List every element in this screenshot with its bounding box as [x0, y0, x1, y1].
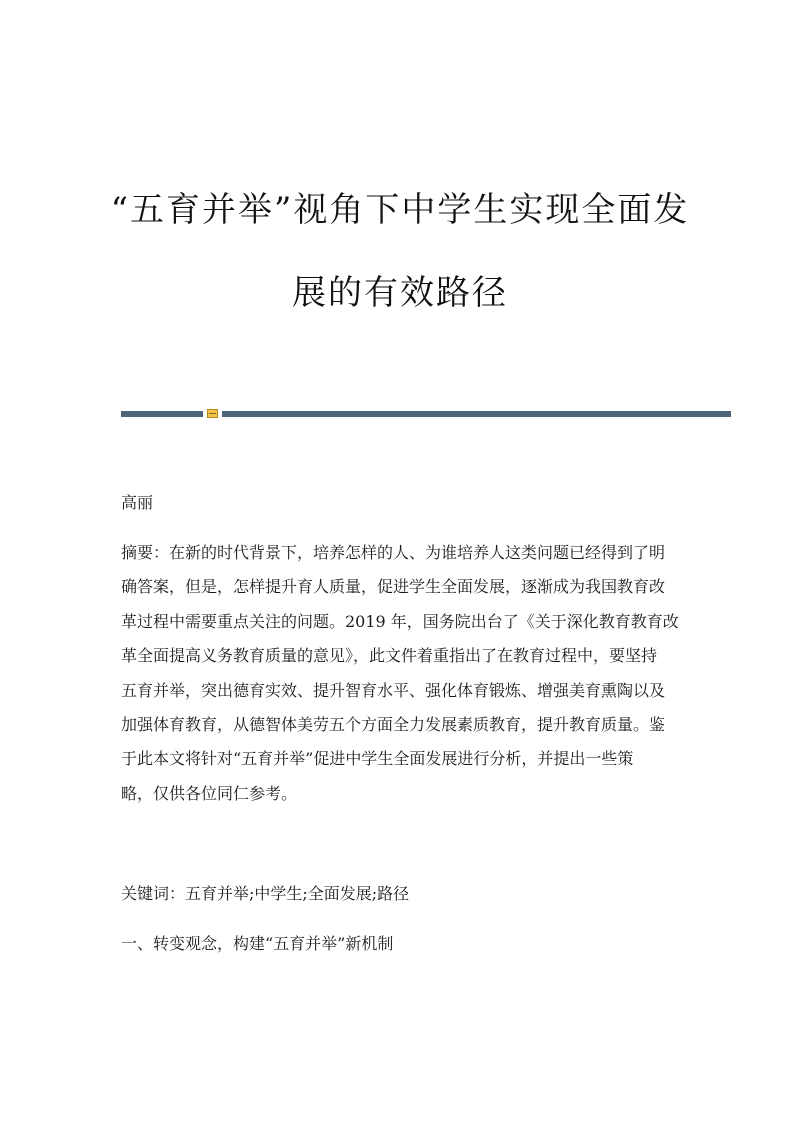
- abstract-line: 确答案，但是，怎样提升育人质量，促进学生全面发展，逐渐成为我国教育改: [121, 577, 666, 597]
- abstract-line: 略，仅供各位同仁参考。: [121, 783, 298, 803]
- section-heading: 一、转变观念，构建“五育并举”新机制: [121, 934, 394, 953]
- keywords-line: 关键词：五育并举;中学生;全面发展;路径: [121, 884, 410, 903]
- abstract-line: 加强体育教育，从德智体美劳五个方面全力发展素质教育，提升教育质量。鉴: [121, 715, 666, 735]
- abstract-line: 于此本文将针对“五育并举”促进中学生全面发展进行分析，并提出一些策: [121, 749, 634, 769]
- abstract-line: 摘要：在新的时代背景下，培养怎样的人、为谁培养人这类问题已经得到了明: [121, 543, 666, 562]
- title-divider: [121, 409, 731, 419]
- abstract-line: 革全面提高义务教育质量的意见》，此文件着重指出了在教育过程中，要坚持: [121, 646, 658, 666]
- abstract-line: 五育并举，突出德育实效、提升智育水平、强化体育锻炼、增强美育熏陶以及: [121, 680, 666, 700]
- document-title-line-2: 展的有效路径: [292, 273, 508, 313]
- abstract-paragraph: [121, 536, 679, 811]
- abstract-line: 革过程中需要重点关注的问题。2019 年，国务院出台了《关于深化教育教育改: [121, 611, 679, 631]
- divider-left-bar: [121, 411, 203, 417]
- author-name: 高丽: [121, 493, 154, 512]
- document-title-line-1: “五育并举”视角下中学生实现全面发: [110, 190, 690, 230]
- document-badge-icon: [207, 409, 218, 418]
- divider-right-bar: [222, 411, 731, 417]
